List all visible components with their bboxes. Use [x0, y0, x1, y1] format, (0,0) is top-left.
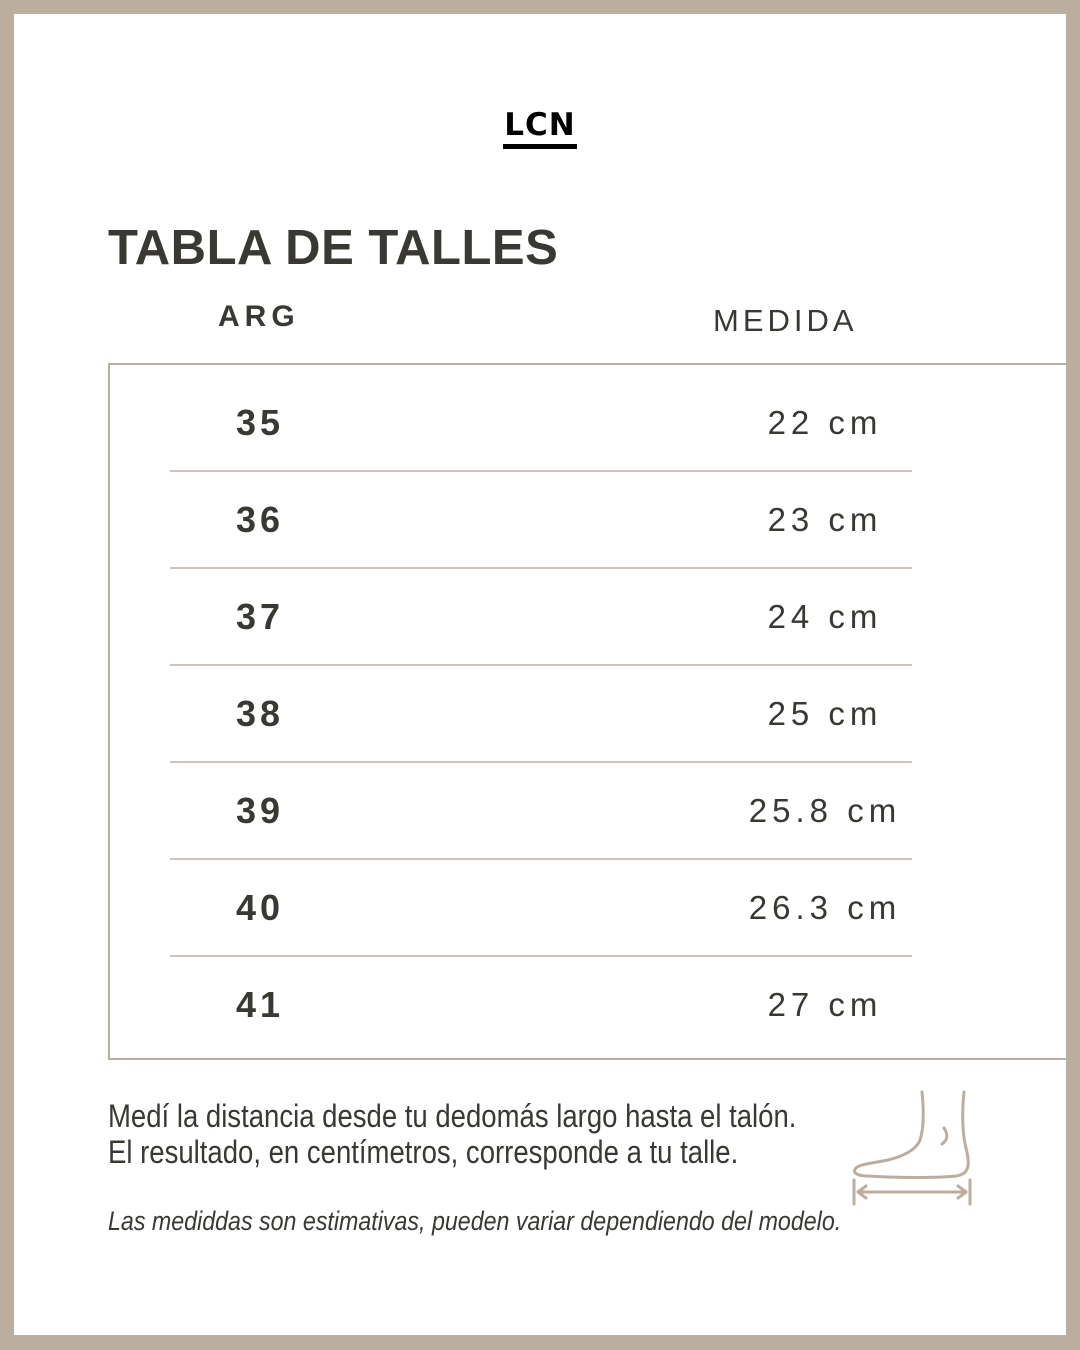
instructions-line-1: Medí la distancia desde tu dedomás largo hasta el talón. [108, 1098, 797, 1134]
table-row [110, 665, 1080, 762]
table-row [110, 568, 1080, 665]
size-cell: 41 [235, 984, 285, 1025]
table-row [110, 956, 1080, 1053]
table-row [110, 471, 1080, 568]
measure-cell: 27 cm [767, 986, 883, 1023]
measure-cell: 24 cm [767, 598, 883, 635]
size-cell: 40 [235, 887, 285, 928]
size-cell: 39 [235, 790, 285, 831]
table-row [110, 859, 1080, 956]
logo-text: LCN [503, 108, 576, 149]
table-row [110, 374, 1080, 471]
measure-instructions [108, 1098, 796, 1170]
foot-measure-icon [848, 1088, 974, 1208]
disclaimer-text: Las mediddas son estimativas, pueden variar dependiendo del modelo. [108, 1206, 842, 1236]
measure-cell: 26.3 cm [748, 889, 902, 926]
size-cell: 38 [235, 693, 285, 734]
page-title: TABLA DE TALLES [108, 221, 559, 275]
instructions-line-2: El resultado, en centímetros, corresponde a tu talle. [108, 1134, 739, 1170]
measure-cell: 22 cm [767, 404, 883, 441]
table-row [110, 762, 1080, 859]
size-cell: 36 [235, 499, 285, 540]
measure-cell: 25 cm [767, 695, 883, 732]
size-cell: 35 [235, 402, 285, 443]
size-table [108, 363, 1080, 1060]
column-header-medida: MEDIDA [713, 303, 858, 338]
brand-logo [0, 108, 1080, 149]
size-cell: 37 [235, 596, 285, 637]
measure-cell: 25.8 cm [748, 792, 902, 829]
column-header-arg: ARG [218, 300, 300, 333]
measure-cell: 23 cm [767, 501, 883, 538]
